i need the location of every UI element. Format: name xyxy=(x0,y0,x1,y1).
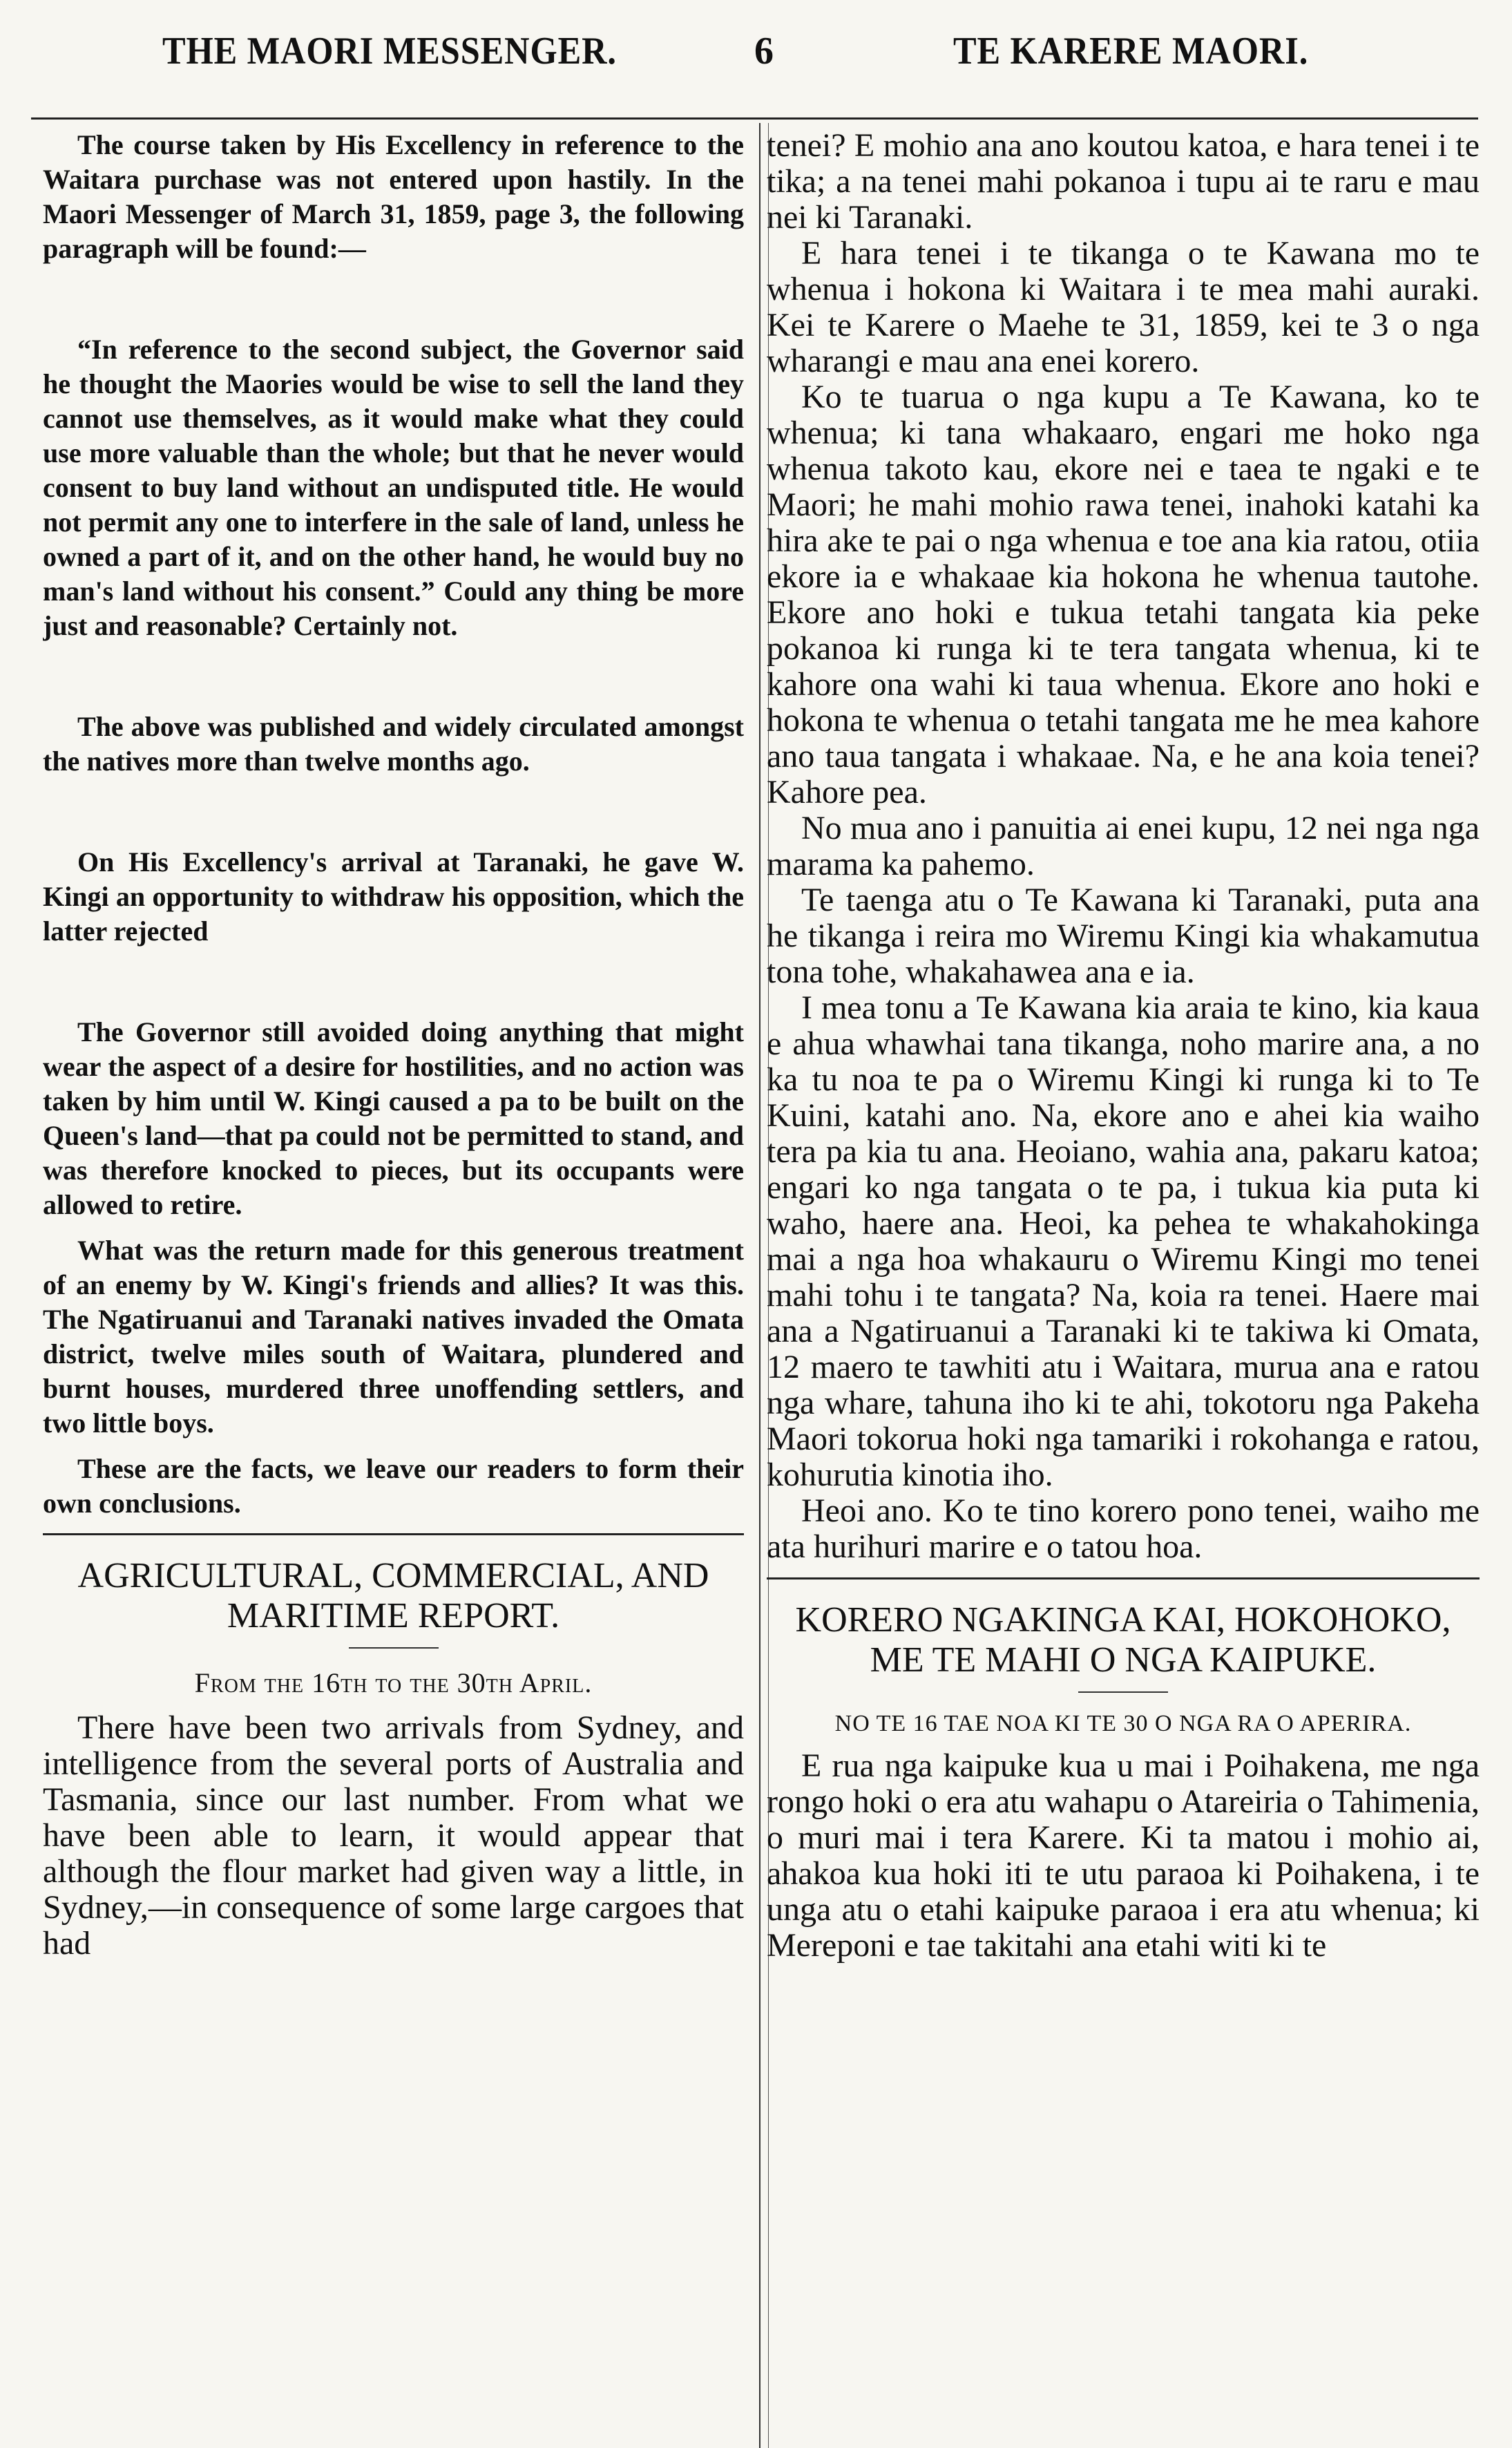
section-title-line: MARITIME REPORT. xyxy=(227,1596,560,1635)
maori-column xyxy=(767,128,1480,2448)
title-rule xyxy=(349,1647,439,1649)
header-rule xyxy=(31,117,1478,120)
section-title xyxy=(43,1556,744,1636)
section-rule xyxy=(43,1533,744,1535)
masthead-english: THE MAORI MESSENGER. xyxy=(162,30,617,73)
article-paragraph: What was the return made for this generous treatment of an enemy by W. Kingi's friends and allies? It was this. The Ngatiruanui and Taranaki natives invaded the Omata district, twelve miles south of Waitara, plundered and burnt houses, murdered three unoffending settlers, and two little boys. xyxy=(43,1235,744,1439)
article-paragraph: The above was published and widely circulated amongst the natives more than twelve months ago. xyxy=(43,711,744,777)
article-paragraph: The Governor still avoided doing anything that might wear the aspect of a desire for hostilities, and no action was taken by him until W. Kingi caused a pa to be built on the Queen's land—that pa could not be permitted to stand, and was therefore knocked to pieces, but its occupants were allowed to retire. xyxy=(43,1016,744,1220)
page-header xyxy=(0,29,1512,91)
section-title xyxy=(767,1600,1480,1680)
report-paragraph: E rua nga kaipuke kua u mai i Poihakena, me nga rongo hoki o era atu wahapu o Atareiria o Tahimenia, o muri mai i tera Karere. Ki ta matou i mohio ai, ahakoa kua hoki iti te utu paraoa ki Poihakena, i te unga atu o etahi kaipuke paraoa i era atu whenua; ki Mereponi e tae takitahi ana etahi witi ki te xyxy=(767,1747,1480,1964)
section-title-line: AGRICULTURAL, COMMERCIAL, AND xyxy=(77,1556,709,1595)
section-title-line: ME TE MAHI O NGA KAIPUKE. xyxy=(870,1640,1377,1680)
report-date-range: From the 16th to the 30th April. xyxy=(194,1667,593,1698)
article-paragraph: E hara tenei i te tikanga o te Kawana mo te whenua i hokona ki Waitara i te mea mahi auraki. Kei te Karere o Maehe te 31, 1859, kei te 3 o nga wharangi e mau ana enei korero. xyxy=(767,235,1480,379)
article-paragraph: I mea tonu a Te Kawana kia araia te kino, kia kaua e ahua whawhai tana tikanga, noho marire ana, a no ka tu noa te pa o Wiremu Kingi ki runga ki to Te Kuini, katahi ano. Na, ekore ano e ahei kia waiho tera pa kia tu ana. Heoiano, wahia ana, pakaru katoa; engari ko nga tangata o te pa, i tukua kia puta ki waho, haere ana. Heoi, ka pehea te whakahokinga mai a nga hoa whakauru o Wiremu Kingi mo tenei mahi tohu i te tangata? Na, koia ra tenei. Haere mai ana a Ngatiruanui a Taranaki ki te takiwa ki Omata, 12 maero te tawhiti atu i Waitara, murua ana e ratou nga whare, tahuna iho ki te ahi, tokotoru nga Pakeha Maori tokorua hoki nga tamariki i rokohanga e ratou, kohurutia kinotia iho. xyxy=(767,989,1480,1493)
section-rule xyxy=(767,1577,1480,1579)
article-paragraph: The course taken by His Excellency in reference to the Waitara purchase was not entered upon hastily. In the Maori Messenger of March 31, 1859, page 3, the following paragraph will be found:— xyxy=(43,129,744,264)
article-paragraph: These are the facts, we leave our readers to form their own conclusions. xyxy=(43,1453,744,1519)
article-paragraph: Ko te tuarua o nga kupu a Te Kawana, ko te whenua; ki tana whakaaro, engari me hoko nga whenua takoto kau, ekore nei e taea te ngaki e te Maori; he mahi mohio rawa tenei, inahoki katahi ka hira ake te pai o nga whenua e toe ana kia ratou, otiia ekore ia e whakaae kia hokona he whenua tautohe. Ekore ano hoki e tukua tetahi tangata kia peke pokanoa ki runga ki te tera tangata whenua, ki te kahore ona wahi ki taua whenua. Ekore ano hoki e hokona te whenua o tetahi tangata me he mea kahore ano taua tangata i whakaae. Na, e he ana koia tenei? Kahore pea. xyxy=(767,379,1480,810)
article-paragraph: Heoi ano. Ko te tino korero pono tenei, waiho me ata hurihuri marire e o tatou hoa. xyxy=(767,1492,1480,1565)
column-divider xyxy=(759,123,760,2448)
report-paragraph: There have been two arrivals from Sydney, and intelligence from the several ports of Australia and Tasmania, since our last number. From what we have been able to learn, it would appear that although the flour market had given way a little, in Sydney,—in consequence of some large cargoes that had xyxy=(43,1709,744,1962)
article-paragraph: Te taenga atu o Te Kawana ki Taranaki, puta ana he tikanga i reira mo Wiremu Kingi kia whakamutua tona tohe, whakahawea ana e ia. xyxy=(767,882,1480,990)
masthead-maori: TE KARERE MAORI. xyxy=(953,30,1309,73)
english-column xyxy=(43,128,744,2448)
article-quote: “In reference to the second subject, the Governor said he thought the Maories would be wise to sell the land they cannot use themselves, as it would make what they could use more valuable than the whole; but that he never would consent to buy land without an undisputed title. He would not permit any one to interfere in the sale of land, unless he owned a part of it, and on the other hand, he would buy no man's land without his consent.” Could any thing be more just and reasonable? Certainly not. xyxy=(43,334,744,641)
article-paragraph: tenei? E mohio ana ano koutou katoa, e hara tenei i te tika; a na tenei mahi pokanoa i tupu ai te raru e mau nei ki Taranaki. xyxy=(767,128,1480,236)
article-paragraph: No mua ano i panuitia ai enei kupu, 12 nei nga nga marama ka pahemo. xyxy=(767,810,1480,882)
report-date-range: NO TE 16 TAE NOA KI TE 30 O NGA RA O APERIRA. xyxy=(834,1711,1412,1736)
article-paragraph: On His Excellency's arrival at Taranaki, he gave W. Kingi an opportunity to withdraw his opposition, which the latter rejected xyxy=(43,846,744,947)
title-rule xyxy=(1078,1691,1168,1693)
section-title-line: KORERO NGAKINGA KAI, HOKOHOKO, xyxy=(795,1600,1451,1640)
page-number: 6 xyxy=(754,30,774,73)
